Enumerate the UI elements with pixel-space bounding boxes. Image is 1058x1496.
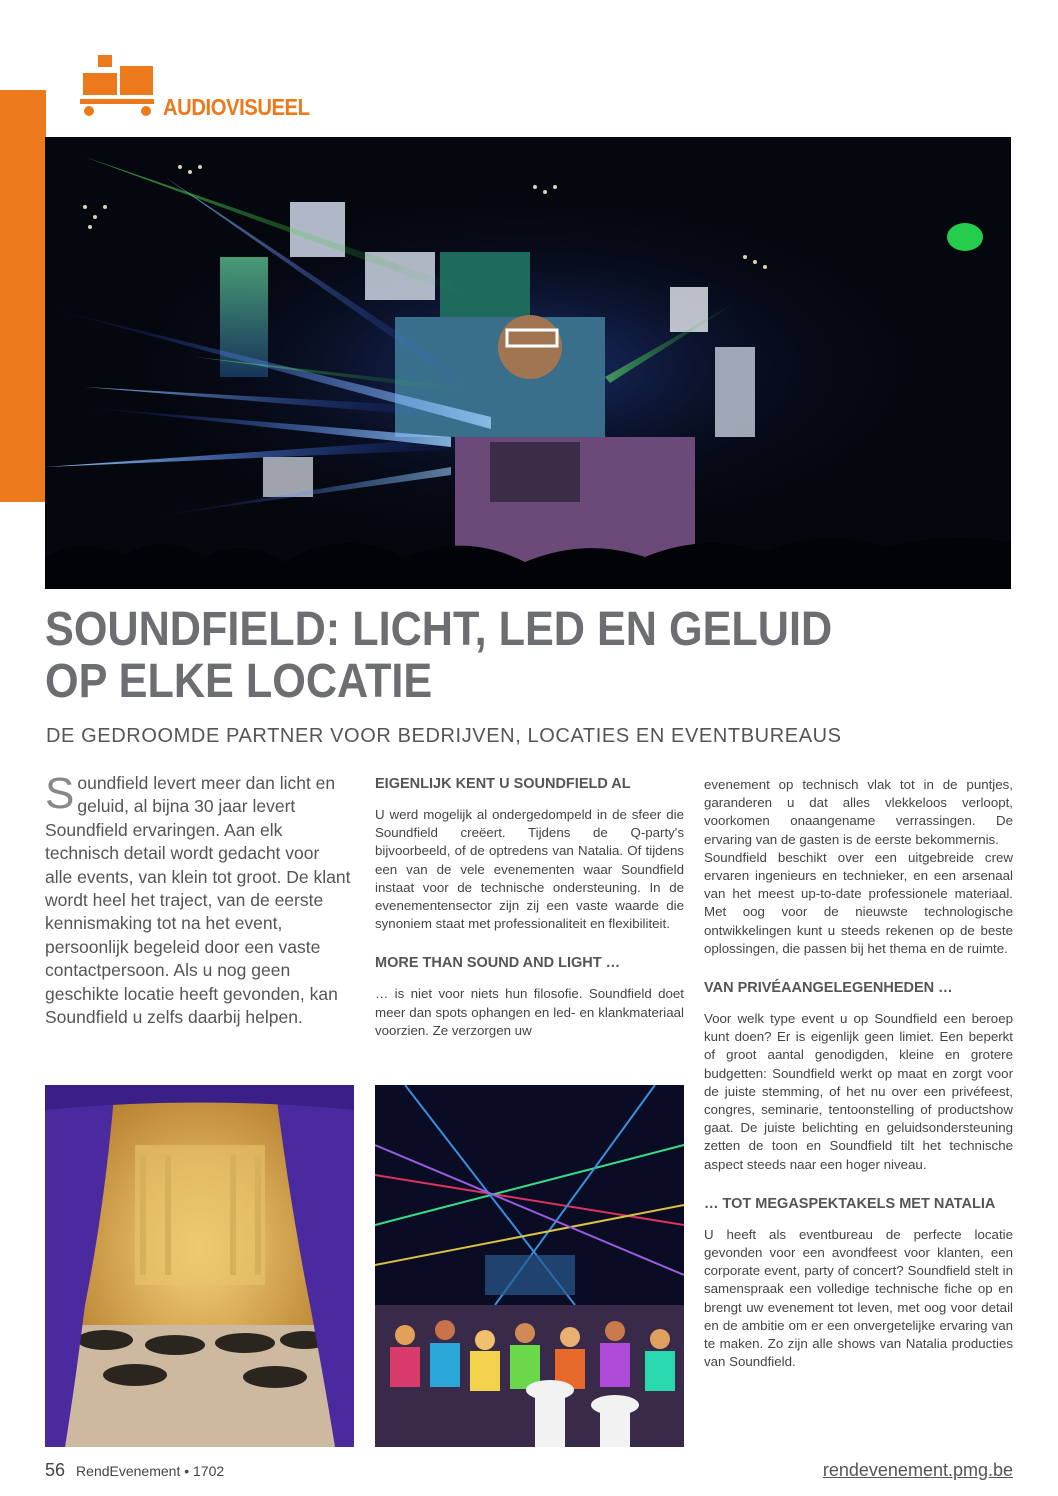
col3-text-2: Soundfield beschikt over een uitgebreide crew ervaren ingenieurs en technieker, en een arsenaal van het meest up-to-date professionele materiaal. Met oog voor de nieuwste technologische ontwikkelingen kunt u steeds rekenen op de beste oplossingen, die passen bij het thema en de ruimte. <box>704 849 1013 956</box>
column-right <box>704 776 1013 1371</box>
article-headline <box>45 604 909 708</box>
headline-line-1: SOUNDFIELD: LICHT, LED EN GELUID <box>45 603 833 656</box>
column-middle <box>375 774 684 1040</box>
section-text-3: Voor welk type event u op Soundfield een beroep kunt doen? Er is eigenlijk geen limiet. Een beperkt of groot aantal genodigden, kleine en grotere budgetten: Soundfield werkt op maat en zorgt voor de juiste stemming, of het nu over een privéfeest, congres, seminarie, tentoonstelling of productshow gaat. De juiste belichting en geluidsondersteuning zetten de toon en Soundfield tilt het technische aspect steeds naar een hoger niveau. <box>704 1011 1013 1172</box>
cargo-trolley-icon <box>78 55 156 117</box>
page-footer <box>45 1460 224 1481</box>
magazine-issue: RendEvenement • 1702 <box>76 1463 225 1479</box>
section-label: AUDIOVISUEEL <box>163 94 310 120</box>
article-subheadline: DE GEDROOMDE PARTNER VOOR BEDRIJVEN, LOCATIES EN EVENTBUREAUS <box>46 725 842 747</box>
section-heading-2: MORE THAN SOUND AND LIGHT … <box>375 955 621 972</box>
website-link[interactable]: rendevenement.pmg.be <box>822 1460 1013 1480</box>
photo-ballroom-curtains <box>45 1085 354 1447</box>
photo-concert-crowd <box>375 1085 684 1447</box>
section-text-1: U werd mogelijk al ondergedompeld in de sfeer die Soundfield creëert. Tijdens de Q-party's bijvoorbeeld, of de optredens van Natalia. Of tijdens een van de vele evenementen waar Soundfield instaat voor de technische ondersteuning. In de evenementensector zijn zij een vaste waarde die synoniem staat met professionaliteit en flexibiliteit. <box>375 807 684 932</box>
page-number: 56 <box>45 1460 66 1480</box>
hero-image <box>45 137 1011 589</box>
section-heading-3: VAN PRIVÉAANGELEGENHEDEN … <box>704 980 953 997</box>
intro-text: oundfield levert meer dan licht en geluid, al bijna 30 jaar levert Soundfield ervaringen. Aan elk technisch detail wordt gedacht voor alle events, van klein tot groot. De klant wordt heel het traject, van de eerste kennismaking tot na het event, persoonlijk begeleid door een vaste contactpersoon. Als u nog geen geschikte locatie heeft gevonden, kan Soundfield u zelfs daarbij helpen. <box>45 773 351 1028</box>
drop-cap: S <box>45 769 75 818</box>
section-heading-4: … TOT MEGASPEKTAKELS MET NATALIA <box>704 1195 996 1212</box>
section-text-4: U heeft als eventbureau de perfecte locatie gevonden voor een avondfeest voor klanten, een corporate event, party of concert? Soundfield stelt in samenspraak een volledige technische fiche op en brengt uw evenement tot leven, met oog voor detail en de ambitie om er een onvergetelijke ervaring van te maken. Zo zijn alle shows van Natalia producties van Soundfield. <box>704 1226 1013 1370</box>
section-heading-1: EIGENLIJK KENT U SOUNDFIELD AL <box>375 776 631 792</box>
col3-text-1: evenement op technisch vlak tot in de puntjes, garanderen u dat alles vlekkeloos verloopt, voorkomen onaangename verrassingen. De ervaring van de gasten is de eerste bekommernis. <box>704 777 1013 847</box>
intro-paragraph <box>45 769 351 1029</box>
section-text-2: … is niet voor niets hun filosofie. Soundfield doet meer dan spots ophangen en led- en klankmateriaal voorzien. Ze verzorgen uw <box>375 986 684 1038</box>
accent-bar <box>0 90 46 502</box>
headline-line-2: OP ELKE LOCATIE <box>45 655 433 708</box>
